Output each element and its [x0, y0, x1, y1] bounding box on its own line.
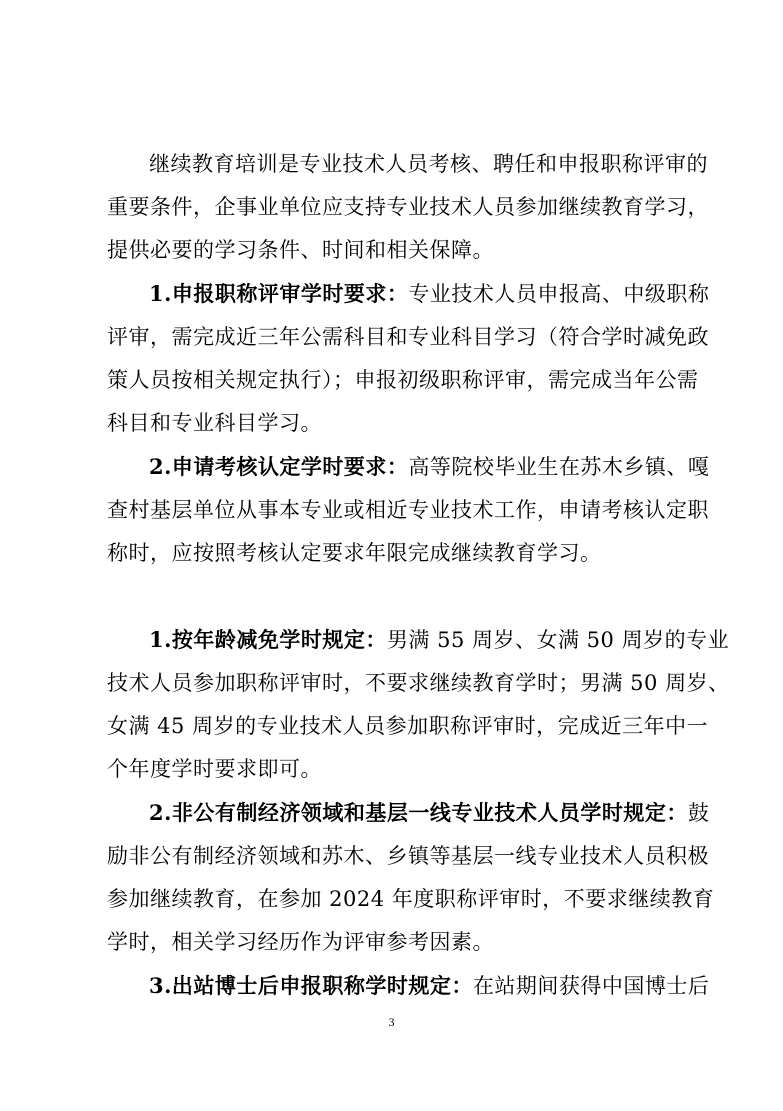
paragraph-1-line-2: 重要条件，企事业单位应支持专业技术人员参加继续教育学习， [107, 195, 709, 219]
paragraph-3-heading: 2.申请考核认定学时要求： [149, 454, 409, 479]
paragraph-2-line-1: 1.申报职称评审学时要求：专业技术人员申报高、中级职称 [149, 281, 710, 306]
paragraph-3-line-3: 称时，应按照考核认定要求年限完成继续教育学习。 [107, 541, 602, 565]
paragraph-4-heading: 1.按年龄减免学时规定： [149, 627, 387, 652]
paragraph-5-line-3: 参加继续教育，在参加 2024 年度职称评审时，不要求继续教育 [107, 887, 715, 911]
paragraph-6-heading: 3.出站博士后申报职称学时规定： [149, 973, 473, 998]
paragraph-2-heading: 1.申报职称评审学时要求： [149, 281, 409, 306]
paragraph-2-line-4: 科目和专业科目学习。 [107, 411, 322, 435]
paragraph-3-line-2: 查村基层单位从事本专业或相近专业技术工作，申请考核认定职 [107, 498, 709, 522]
paragraph-4-line-2: 技术人员参加职称评审时，不要求继续教育学时；男满 50 周岁、 [107, 671, 730, 695]
paragraph-3-line-1: 2.申请考核认定学时要求：高等院校毕业生在苏木乡镇、嘎 [149, 454, 710, 479]
paragraph-4-line-4: 个年度学时要求即可。 [107, 757, 322, 781]
paragraph-4-line-3: 女满 45 周岁的专业技术人员参加职称评审时，完成近三年中一 [107, 714, 709, 738]
paragraph-2-line-3: 策人员按相关规定执行）；申报初级职称评审，需完成当年公需 [107, 368, 699, 392]
paragraph-5-line-1: 2.非公有制经济领域和基层一线专业技术人员学时规定：鼓 [149, 800, 710, 825]
paragraph-1-line-1: 继续教育培训是专业技术人员考核、聘任和申报职称评审的 [149, 152, 708, 176]
paragraph-4-line-1: 1.按年龄减免学时规定：男满 55 周岁、女满 50 周岁的专业 [149, 627, 730, 652]
section-heading [149, 579, 729, 615]
paragraph-5-heading: 2.非公有制经济领域和基层一线专业技术人员学时规定： [149, 800, 688, 825]
paragraph-5-line-2: 励非公有制经济领域和苏木、乡镇等基层一线专业技术人员积极 [107, 844, 709, 868]
page-number: 3 [388, 1015, 395, 1029]
paragraph-2-line-2: 评审，需完成近三年公需科目和专业科目学习（符合学时减免政 [107, 325, 709, 349]
paragraph-1-line-3: 提供必要的学习条件、时间和相关保障。 [107, 238, 494, 262]
paragraph-6-line-1: 3.出站博士后申报职称学时规定：在站期间获得中国博士后 [149, 973, 710, 998]
paragraph-5-line-4: 学时，相关学习经历作为评审参考因素。 [107, 930, 494, 954]
